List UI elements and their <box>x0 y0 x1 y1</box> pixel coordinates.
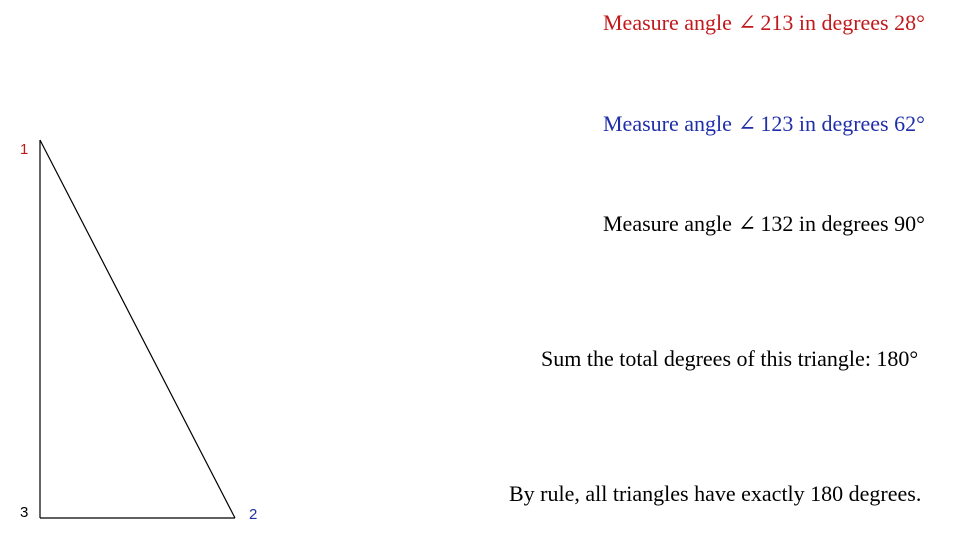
angle-213-prefix: Measure angle <box>603 10 732 35</box>
angle-132-value: 132 in degrees 90° <box>760 211 925 236</box>
angle-132-prefix: Measure angle <box>603 211 732 236</box>
triangle-side-1-2 <box>40 140 235 518</box>
angle-132-statement <box>603 213 925 235</box>
angle-213-statement <box>603 12 925 34</box>
vertex-label-1: 1 <box>20 141 29 158</box>
angle-symbol-icon: ∠ <box>737 10 757 35</box>
rule-statement: By rule, all triangles have exactly 180 degrees. <box>509 481 922 506</box>
angle-213-value: 213 in degrees 28° <box>760 10 925 35</box>
vertex-label-2: 2 <box>249 506 258 523</box>
vertex-label-3: 3 <box>20 504 29 521</box>
angle-symbol-icon: ∠ <box>737 211 757 236</box>
angle-123-value: 123 in degrees 62° <box>760 111 925 136</box>
angle-symbol-icon: ∠ <box>737 111 757 136</box>
angle-123-prefix: Measure angle <box>603 111 732 136</box>
sum-statement: Sum the total degrees of this triangle: 180° <box>541 346 919 371</box>
angle-123-statement <box>603 113 925 135</box>
